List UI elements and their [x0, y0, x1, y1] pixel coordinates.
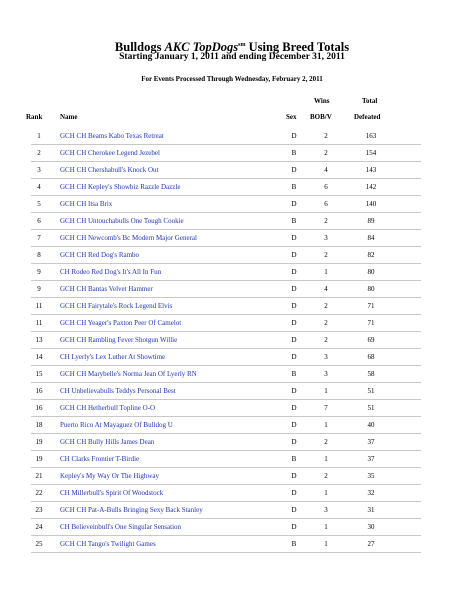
table-row [31, 451, 421, 468]
dog-name-link[interactable]: GCH CH Red Dog's Rambo [60, 251, 140, 259]
defeated-cell: 82 [367, 251, 375, 259]
rank-header: Rank [26, 113, 43, 121]
table-row [31, 400, 421, 417]
defeated-cell: 27 [367, 540, 375, 548]
sex-cell: D [291, 234, 297, 242]
sex-cell: D [291, 472, 297, 480]
sex-cell: D [291, 489, 297, 497]
table-row [31, 298, 421, 315]
wins-cell: 4 [324, 166, 328, 174]
defeated-cell: 89 [367, 217, 375, 225]
table-row [31, 281, 421, 298]
rank-cell: 9 [37, 268, 41, 276]
dog-name-link[interactable]: GCH CH Rambling Fever Shotgun Willie [60, 336, 178, 344]
dog-name-link[interactable]: GCH CH Pat-A-Bulls Bringing Sexy Back Stanley [60, 506, 203, 514]
table-row [31, 179, 421, 196]
sex-cell: D [291, 404, 297, 412]
defeated-cell: 32 [367, 489, 375, 497]
wins-cell: 2 [324, 472, 328, 480]
dog-name-link[interactable]: GCH CH Newcomb's Bc Modern Major General [60, 234, 197, 242]
defeated-cell: 142 [365, 183, 377, 191]
sex-cell: D [291, 421, 297, 429]
defeated-cell: 35 [367, 472, 375, 480]
sex-cell: D [291, 438, 297, 446]
title-suffix: Using Breed Totals [248, 40, 350, 54]
table-row [31, 145, 421, 162]
defeated-cell: 37 [367, 438, 375, 446]
rank-cell: 11 [35, 319, 43, 327]
dog-name-link[interactable]: GCH CH Beams Kabo Texas Retreat [60, 132, 164, 140]
defeated-cell: 51 [367, 387, 375, 395]
wins-header-top: Wins [314, 97, 330, 105]
sex-cell: B [291, 217, 297, 225]
wins-cell: 1 [324, 421, 328, 429]
wins-cell: 2 [324, 302, 328, 310]
table-row [31, 196, 421, 213]
dog-name-link[interactable]: CH Rodeo Red Dog's It's All In Fun [60, 268, 162, 276]
dog-name-link[interactable]: GCH CH Bully Hills James Dean [60, 438, 155, 446]
wins-cell: 1 [324, 489, 328, 497]
defeated-cell: 69 [367, 336, 375, 344]
defeated-cell: 30 [367, 523, 375, 531]
sex-cell: D [291, 523, 297, 531]
defeated-cell: 84 [367, 234, 375, 242]
rank-cell: 14 [35, 353, 43, 361]
table-row [31, 230, 421, 247]
wins-cell: 2 [324, 149, 328, 157]
defeated-cell: 140 [365, 200, 377, 208]
wins-cell: 1 [324, 540, 328, 548]
wins-cell: 3 [324, 234, 328, 242]
rank-cell: 8 [37, 251, 41, 259]
dog-name-link[interactable]: GCH CH Tango's Twilight Games [60, 540, 156, 548]
rank-cell: 9 [37, 285, 41, 293]
table-row [31, 162, 421, 179]
wins-cell: 2 [324, 251, 328, 259]
wins-cell: 2 [324, 438, 328, 446]
defeated-cell: 143 [365, 166, 377, 174]
table-row [31, 417, 421, 434]
dog-name-link[interactable]: GCH CH Chershabull's Knock Out [60, 166, 159, 174]
title-superscript: sm [238, 42, 246, 48]
dog-name-link[interactable]: CH Believeinbull's One Singular Sensation [60, 523, 182, 531]
sex-cell: D [291, 268, 297, 276]
processed-date: For Events Processed Through Wednesday, February 2, 2011 [141, 75, 323, 83]
wins-cell: 1 [324, 268, 328, 276]
dog-name-link[interactable]: CH Lyerly's Lex Luther At Showtime [60, 353, 166, 361]
rank-cell: 3 [37, 166, 41, 174]
sex-cell: D [291, 285, 297, 293]
dog-name-link[interactable]: GCH CH Hetherbull Topline O-O [60, 404, 156, 412]
dog-name-link[interactable]: GCH CH Marybelle's Norma Jean Of Lyerly RN [60, 370, 197, 378]
report-date-range: Starting January 1, 2011 and ending December 31, 2011 [119, 52, 345, 62]
table-row [31, 264, 421, 281]
defeated-cell: 51 [367, 404, 375, 412]
dog-name-link[interactable]: GCH CH Fairytale's Rock Legend Elvis [60, 302, 173, 310]
rank-cell: 19 [35, 438, 43, 446]
rank-cell: 6 [37, 217, 41, 225]
wins-cell: 3 [324, 506, 328, 514]
table-row [31, 315, 421, 332]
rank-cell: 18 [35, 421, 43, 429]
defeated-cell: 71 [367, 302, 375, 310]
table-row [31, 468, 421, 485]
sex-cell: D [291, 132, 297, 140]
total-header-top: Total [362, 97, 378, 105]
dog-name-link[interactable]: CH Millerbull's Spirit Of Woodstock [60, 489, 164, 497]
table-row [31, 332, 421, 349]
dog-name-link[interactable]: GCH CH Untouchabulls One Tough Cookie [60, 217, 184, 225]
table-row [31, 366, 421, 383]
wins-cell: 2 [324, 336, 328, 344]
sex-cell: B [291, 370, 297, 378]
rankings-table [31, 128, 421, 553]
rank-cell: 11 [35, 302, 43, 310]
sex-header: Sex [286, 113, 297, 121]
dog-name-link[interactable]: CH Unbelievabulls Teddys Personal Best [60, 387, 176, 395]
wins-cell: 6 [324, 183, 328, 191]
wins-cell: 2 [324, 132, 328, 140]
rank-cell: 24 [35, 523, 43, 531]
rank-cell: 13 [35, 336, 43, 344]
rank-cell: 2 [37, 149, 41, 157]
table-row [31, 247, 421, 264]
rank-cell: 19 [35, 455, 43, 463]
wins-cell: 4 [324, 285, 328, 293]
dog-name-link[interactable]: GCH CH Yeager's Paxton Peer Of Camelot [60, 319, 182, 327]
defeated-cell: 37 [367, 455, 375, 463]
rank-cell: 16 [35, 404, 43, 412]
rank-cell: 7 [37, 234, 41, 242]
dog-name-link[interactable]: Puerto Rico At Mayaguez Of Bulldog U [60, 421, 173, 429]
defeated-cell: 31 [367, 506, 375, 514]
rank-cell: 23 [35, 506, 43, 514]
defeated-cell: 80 [367, 285, 375, 293]
rank-cell: 4 [37, 183, 41, 191]
sex-cell: D [291, 387, 297, 395]
table-row [31, 349, 421, 366]
sex-cell: D [291, 353, 297, 361]
wins-cell: 7 [324, 404, 328, 412]
defeated-header: Defeated [354, 113, 381, 121]
name-header: Name [60, 113, 78, 121]
sex-cell: D [291, 251, 297, 259]
wins-cell: 1 [324, 387, 328, 395]
sex-cell: B [291, 149, 297, 157]
dog-name-link[interactable]: GCH CH Kepley's Showbiz Razzle Dazzle [60, 183, 181, 191]
rank-cell: 1 [37, 132, 41, 140]
dog-name-link[interactable]: GCH CH Itsa Brix [60, 200, 113, 208]
sex-cell: D [291, 336, 297, 344]
rank-cell: 16 [35, 387, 43, 395]
wins-cell: 1 [324, 523, 328, 531]
table-row [31, 128, 421, 145]
sex-cell: D [291, 302, 297, 310]
defeated-cell: 40 [367, 421, 375, 429]
sex-cell: B [291, 183, 297, 191]
table-row [31, 485, 421, 502]
wins-header: BOB/V [310, 113, 332, 121]
rank-cell: 5 [37, 200, 41, 208]
sex-cell: D [291, 506, 297, 514]
table-row [31, 536, 421, 553]
sex-cell: D [291, 319, 297, 327]
dog-name-link[interactable]: Kepley's My Way Or The Highway [60, 472, 160, 480]
dog-name-link[interactable]: GCH CH Bantas Velvet Hammer [60, 285, 153, 293]
wins-cell: 2 [324, 217, 328, 225]
defeated-cell: 80 [367, 268, 375, 276]
defeated-cell: 71 [367, 319, 375, 327]
table-row [31, 434, 421, 451]
title-prefix: Bulldogs [114, 40, 162, 54]
table-row [31, 383, 421, 400]
sex-cell: B [291, 455, 297, 463]
dog-name-link[interactable]: GCH CH Cherokee Legend Jezebel [60, 149, 160, 157]
wins-cell: 6 [324, 200, 328, 208]
rank-cell: 21 [35, 472, 43, 480]
defeated-cell: 68 [367, 353, 375, 361]
defeated-cell: 163 [365, 132, 377, 140]
wins-cell: 1 [324, 455, 328, 463]
table-row [31, 519, 421, 536]
wins-cell: 3 [324, 353, 328, 361]
table-row [31, 502, 421, 519]
rank-cell: 22 [35, 489, 43, 497]
sex-cell: D [291, 166, 297, 174]
title-italic: AKC TopDogs [164, 40, 239, 54]
defeated-cell: 154 [365, 149, 377, 157]
wins-cell: 2 [324, 319, 328, 327]
sex-cell: B [291, 540, 297, 548]
dog-name-link[interactable]: CH Clarks Frontier T-Birdie [60, 455, 140, 463]
wins-cell: 3 [324, 370, 328, 378]
sex-cell: D [291, 200, 297, 208]
table-row [31, 213, 421, 230]
rank-cell: 15 [35, 370, 43, 378]
defeated-cell: 58 [367, 370, 375, 378]
rank-cell: 25 [35, 540, 43, 548]
